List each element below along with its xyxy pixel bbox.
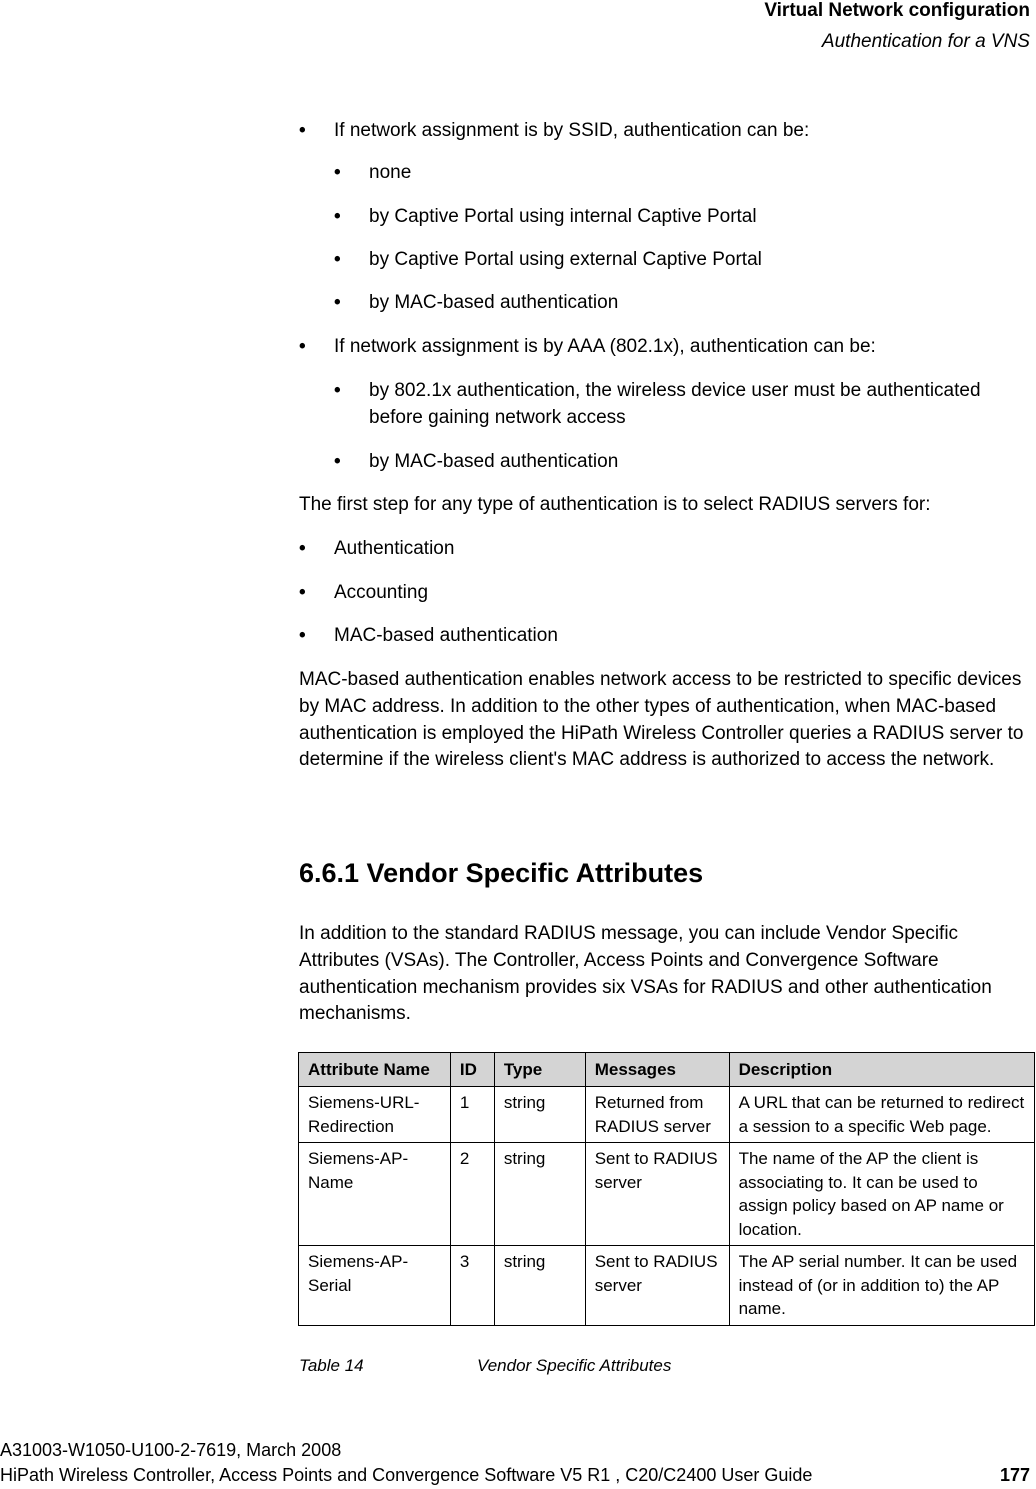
footer-guide-title: HiPath Wireless Controller, Access Points and Convergence Software V5 R1 , C20/C2400 User Guide <box>0 1465 813 1485</box>
ssid-option: none <box>369 162 412 183</box>
bullet: • <box>299 120 306 141</box>
vsa-table <box>298 1052 1035 1326</box>
radius-item: MAC-based authentication <box>334 625 558 646</box>
radius-intro: The first step for any type of authentication is to select RADIUS servers for: <box>299 494 931 515</box>
cell-description: The AP serial number. It can be used instead of (or in addition to) the AP name. <box>729 1246 1034 1326</box>
table-header-row <box>299 1053 1035 1087</box>
cell-attribute-name: Siemens-AP-Serial <box>299 1246 451 1326</box>
ssid-option: by Captive Portal using external Captive Portal <box>369 249 762 270</box>
bullet: • <box>334 162 341 183</box>
table-caption-label: Table 14 <box>299 1356 364 1375</box>
bullet: • <box>299 336 306 357</box>
cell-messages: Sent to RADIUS server <box>585 1143 729 1246</box>
bullet: • <box>334 249 341 270</box>
cell-description: A URL that can be returned to redirect a session to a specific Web page. <box>729 1087 1034 1143</box>
aaa-option: by MAC-based authentication <box>369 451 619 472</box>
table-row <box>299 1246 1035 1326</box>
ssid-option: by Captive Portal using internal Captive Portal <box>369 206 757 227</box>
bullet: • <box>299 538 306 559</box>
aaa-option-line: before gaining network access <box>369 407 626 428</box>
cell-attribute-name: Siemens-AP-Name <box>299 1143 451 1246</box>
bullet: • <box>299 625 306 646</box>
cell-type: string <box>494 1087 585 1143</box>
cell-messages: Sent to RADIUS server <box>585 1246 729 1326</box>
ssid-intro: If network assignment is by SSID, authentication can be: <box>334 120 810 141</box>
cell-type: string <box>494 1246 585 1326</box>
cell-type: string <box>494 1143 585 1246</box>
running-header-title: Virtual Network configuration <box>764 0 1030 21</box>
table-caption-text: Vendor Specific Attributes <box>477 1356 672 1375</box>
cell-messages: Returned from RADIUS server <box>585 1087 729 1143</box>
bullet: • <box>334 380 341 401</box>
table-row <box>299 1087 1035 1143</box>
footer-doc-id: A31003-W1050-U100-2-7619, March 2008 <box>0 1440 342 1460</box>
bullet: • <box>299 582 306 603</box>
column-header-attribute-name: Attribute Name <box>299 1053 451 1087</box>
radius-item: Authentication <box>334 538 455 559</box>
vsa-paragraph: In addition to the standard RADIUS message, you can include Vendor Specific Attributes (VSAs). The Controller, Access Points and Convergence Software authentication mechanism provides six VSAs for RADIUS and other authentication mechanisms. <box>299 923 992 1025</box>
cell-description: The name of the AP the client is associating to. It can be used to assign policy based on AP name or location. <box>729 1143 1034 1246</box>
cell-id: 1 <box>450 1087 494 1143</box>
column-header-messages: Messages <box>585 1053 729 1087</box>
aaa-intro: If network assignment is by AAA (802.1x), authentication can be: <box>334 336 876 357</box>
bullet: • <box>334 292 341 313</box>
bullet: • <box>334 206 341 227</box>
page-number: 177 <box>999 1465 1030 1485</box>
column-header-type: Type <box>494 1053 585 1087</box>
mac-paragraph: MAC-based authentication enables network access to be restricted to specific devices by MAC address. In addition to the other types of authentication, when MAC-based authentication is employed the HiPath Wireless Controller queries a RADIUS server to determine if the wireless client's MAC address is authorized to access the network. <box>299 669 1024 771</box>
running-header-subtitle: Authentication for a VNS <box>821 31 1030 52</box>
radius-item: Accounting <box>334 582 429 603</box>
table-row <box>299 1143 1035 1246</box>
cell-attribute-name: Siemens-URL-Redirection <box>299 1087 451 1143</box>
ssid-option: by MAC-based authentication <box>369 292 619 313</box>
bullet: • <box>334 451 341 472</box>
column-header-description: Description <box>729 1053 1034 1087</box>
cell-id: 2 <box>450 1143 494 1246</box>
aaa-option-line: by 802.1x authentication, the wireless device user must be authenticated <box>369 380 981 401</box>
column-header-id: ID <box>450 1053 494 1087</box>
cell-id: 3 <box>450 1246 494 1326</box>
section-heading: 6.6.1 Vendor Specific Attributes <box>299 858 704 888</box>
